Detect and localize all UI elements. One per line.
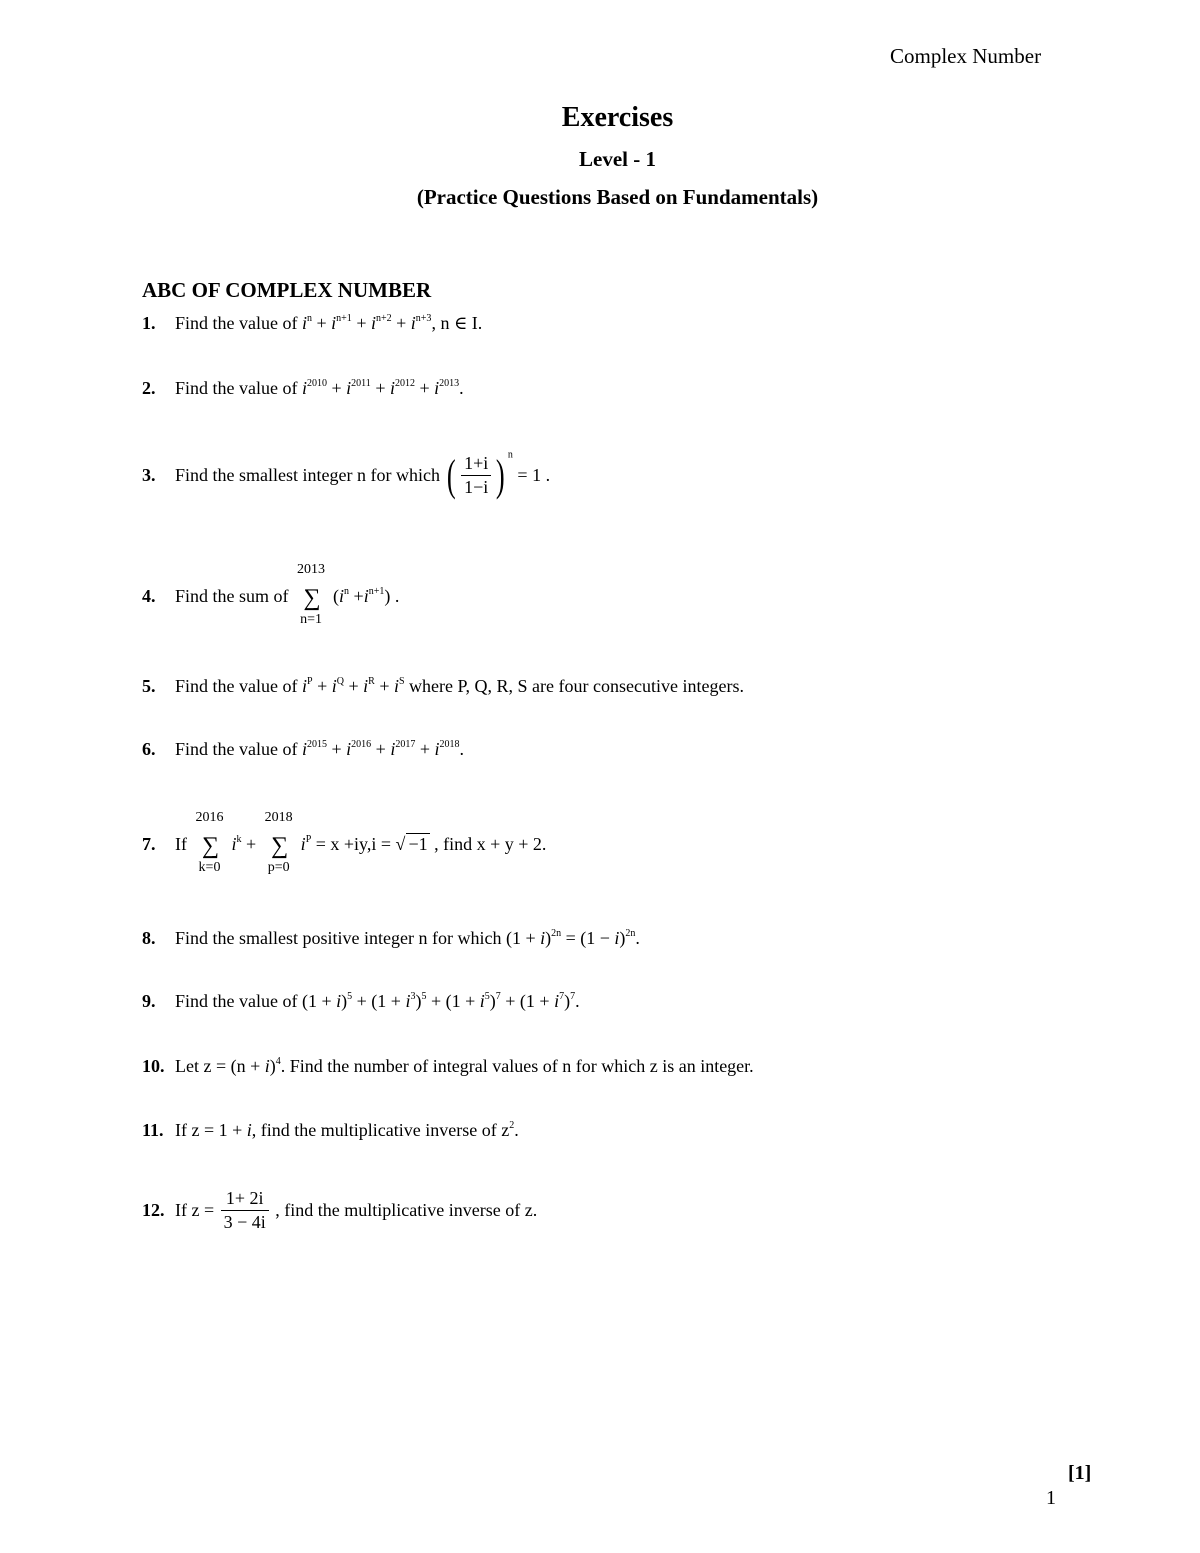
imag-unit: i <box>301 676 307 696</box>
exponent: k <box>236 834 242 846</box>
question-text: If z = <box>175 1200 219 1220</box>
imag-unit: i <box>370 313 376 333</box>
exponent: n <box>507 449 513 461</box>
sigma-symbol: ∑ <box>303 585 321 611</box>
paren: ) <box>341 991 348 1011</box>
sigma-symbol: ∑ <box>201 833 220 859</box>
question-text: + (1 + <box>500 991 555 1011</box>
exponent: 7 <box>570 991 576 1002</box>
exponent: 2n <box>551 928 562 939</box>
exponent: 5 <box>421 991 427 1002</box>
imag-unit: i <box>301 739 307 759</box>
exponent: 2018 <box>439 739 460 750</box>
question-tail: , find the multiplicative inverse of z. <box>270 1200 538 1220</box>
imag-unit: i <box>363 586 369 607</box>
exponent: 2013 <box>439 378 460 389</box>
paren: ( <box>333 586 340 607</box>
question-4 <box>142 562 400 627</box>
exponent: n <box>307 313 312 324</box>
imag-unit: i <box>331 313 337 333</box>
paren: ) <box>489 991 496 1011</box>
question-8 <box>142 928 640 949</box>
question-tail: , n ∈ I. <box>431 313 483 333</box>
exponent: P <box>305 834 312 846</box>
imag-unit: i <box>231 834 237 855</box>
section-heading: ABC OF COMPLEX NUMBER <box>142 278 432 302</box>
imag-unit: i <box>434 739 440 759</box>
operator: + <box>327 739 347 759</box>
imag-unit: i <box>405 991 411 1011</box>
fraction <box>461 453 491 498</box>
question-11 <box>142 1120 519 1141</box>
question-tail: . <box>459 378 464 398</box>
question-text: , find the multiplicative inverse of z <box>251 1120 510 1140</box>
question-text: If <box>175 834 192 855</box>
imag-unit: i <box>331 676 337 696</box>
exponent: R <box>368 676 375 687</box>
exponent: Q <box>336 676 344 687</box>
operator: + <box>414 378 435 398</box>
question-number: 10. <box>142 1056 165 1076</box>
exponent: n+2 <box>375 313 392 324</box>
question-tail: = 1 . <box>512 465 551 485</box>
imag-unit: i <box>554 991 560 1011</box>
question-tail: . <box>459 739 465 759</box>
question-number: 1. <box>142 313 156 333</box>
question-3 <box>142 450 550 501</box>
exponent: n+1 <box>368 586 385 598</box>
sum-upper-limit: 2013 <box>297 562 326 577</box>
question-number: 6. <box>142 739 156 759</box>
question-2 <box>142 378 464 399</box>
paren: ) <box>269 1056 276 1076</box>
sum-lower-limit: n=1 <box>300 612 322 627</box>
imag-unit: i <box>300 834 306 855</box>
question-text: Find the value of <box>175 676 302 696</box>
exponent: 2012 <box>394 378 415 389</box>
radicand: −1 <box>408 834 428 855</box>
exponent: 2n <box>625 928 636 939</box>
question-number: 11. <box>142 1120 164 1140</box>
operator: + <box>391 313 411 333</box>
denominator: 3 − 4i <box>223 1212 266 1232</box>
numerator: 1+i <box>461 453 491 476</box>
paren: ) <box>545 928 552 948</box>
question-tail: . <box>575 991 580 1011</box>
exponent: 2010 <box>307 378 327 389</box>
imag-unit: i <box>540 928 546 948</box>
question-tail: , find x + y + 2. <box>429 834 547 855</box>
exponent: 2016 <box>351 739 372 750</box>
question-text: Find the value of <box>175 739 302 759</box>
question-tail: where P, Q, R, S are four consecutive integers. <box>404 676 744 696</box>
page-title: Exercises <box>561 102 674 133</box>
exponent: 3 <box>410 991 416 1002</box>
sqrt-symbol: √ <box>395 834 406 855</box>
sum-lower-limit: p=0 <box>267 860 290 875</box>
operator: + <box>241 834 261 855</box>
sigma-symbol: ∑ <box>271 833 289 859</box>
imag-unit: i <box>410 313 416 333</box>
question-6 <box>142 739 464 760</box>
operator: + <box>374 676 394 696</box>
question-text: Find the value of <box>175 378 302 398</box>
question-text: Let z = (n + <box>175 1056 265 1076</box>
question-number: 5. <box>142 676 156 696</box>
question-tail: . <box>514 1120 519 1140</box>
imag-unit: i <box>390 739 396 759</box>
exponent: 2015 <box>307 739 327 750</box>
exponent: 7 <box>495 991 501 1002</box>
imag-unit: i <box>393 676 399 696</box>
exponent: 2011 <box>351 378 371 389</box>
operator: + <box>312 676 332 696</box>
paren: ) <box>619 928 626 948</box>
question-tail: . <box>635 928 640 948</box>
question-text: Find the smallest positive integer n for which (1 + <box>175 928 541 948</box>
question-text: Find the value of <box>175 313 302 333</box>
question-text: Find the value of (1 + <box>175 991 337 1011</box>
question-text: = x +iy,i = <box>311 834 396 855</box>
question-number: 9. <box>142 991 156 1011</box>
imag-unit: i <box>246 1120 252 1140</box>
operator: + <box>327 378 347 398</box>
operator: + <box>415 739 435 759</box>
operator: + <box>349 586 364 607</box>
question-tail: ) . <box>384 586 400 607</box>
exponent: 2 <box>509 1120 515 1131</box>
page-number: 1 <box>1046 1487 1056 1509</box>
running-header: Complex Number <box>890 44 1042 68</box>
imag-unit: i <box>339 586 345 607</box>
operator: + <box>351 313 371 333</box>
question-number: 12. <box>142 1200 165 1220</box>
question-number: 7. <box>142 834 156 855</box>
summation-k <box>195 810 226 875</box>
question-text: + (1 + <box>426 991 480 1011</box>
question-number: 4. <box>142 586 156 607</box>
question-text: = (1 − <box>561 928 615 948</box>
sum-upper-limit: 2018 <box>264 810 293 825</box>
question-text: If z = 1 + <box>175 1120 247 1140</box>
summation <box>297 562 327 627</box>
exponent: 5 <box>484 991 490 1002</box>
imag-unit: i <box>264 1056 270 1076</box>
page-label: [1] <box>1068 1462 1092 1484</box>
numerator: 1+ 2i <box>221 1188 269 1211</box>
imag-unit: i <box>346 739 352 759</box>
exponent: 5 <box>347 991 353 1002</box>
question-text: + (1 + <box>352 991 406 1011</box>
paren: ) <box>415 991 422 1011</box>
question-1 <box>142 313 482 334</box>
exponent: P <box>307 676 313 687</box>
sum-upper-limit: 2016 <box>195 810 224 825</box>
operator: + <box>343 676 364 696</box>
question-number: 8. <box>142 928 156 948</box>
question-7 <box>142 810 547 875</box>
paren: ) <box>564 991 571 1011</box>
exponent: 7 <box>559 991 565 1002</box>
question-12 <box>142 1188 537 1233</box>
question-9 <box>142 991 580 1012</box>
question-number: 2. <box>142 378 156 398</box>
operator: + <box>312 313 332 333</box>
exponent: n <box>344 586 350 598</box>
operator: + <box>370 378 390 398</box>
exponent: n+1 <box>336 313 352 324</box>
exponent: 2017 <box>395 739 416 750</box>
imag-unit: i <box>301 313 307 333</box>
exponent: n+3 <box>415 313 432 324</box>
operator: + <box>371 739 391 759</box>
question-number: 3. <box>142 465 156 485</box>
subtitle: (Practice Questions Based on Fundamentals) <box>416 185 819 209</box>
question-text: Find the sum of <box>175 586 294 607</box>
level-heading: Level - 1 <box>579 147 656 171</box>
question-text: Find the smallest integer n for which <box>175 465 445 485</box>
exponent: S <box>398 676 405 687</box>
imag-unit: i <box>389 378 395 398</box>
imag-unit: i <box>363 676 369 696</box>
imag-unit: i <box>614 928 620 948</box>
imag-unit: i <box>479 991 485 1011</box>
question-10 <box>142 1056 754 1077</box>
imag-unit: i <box>301 378 307 398</box>
exponent: 4 <box>275 1056 281 1067</box>
right-paren: ) <box>496 451 505 500</box>
question-tail: . Find the number of integral values of n for which z is an integer. <box>280 1056 754 1076</box>
summation-p <box>264 810 295 875</box>
left-paren: ( <box>447 451 457 500</box>
imag-unit: i <box>346 378 352 398</box>
denominator: 1−i <box>464 477 489 497</box>
imag-unit: i <box>336 991 342 1011</box>
fraction <box>221 1188 269 1233</box>
imag-unit: i <box>434 378 440 398</box>
question-5 <box>142 676 744 697</box>
sum-lower-limit: k=0 <box>198 860 221 875</box>
